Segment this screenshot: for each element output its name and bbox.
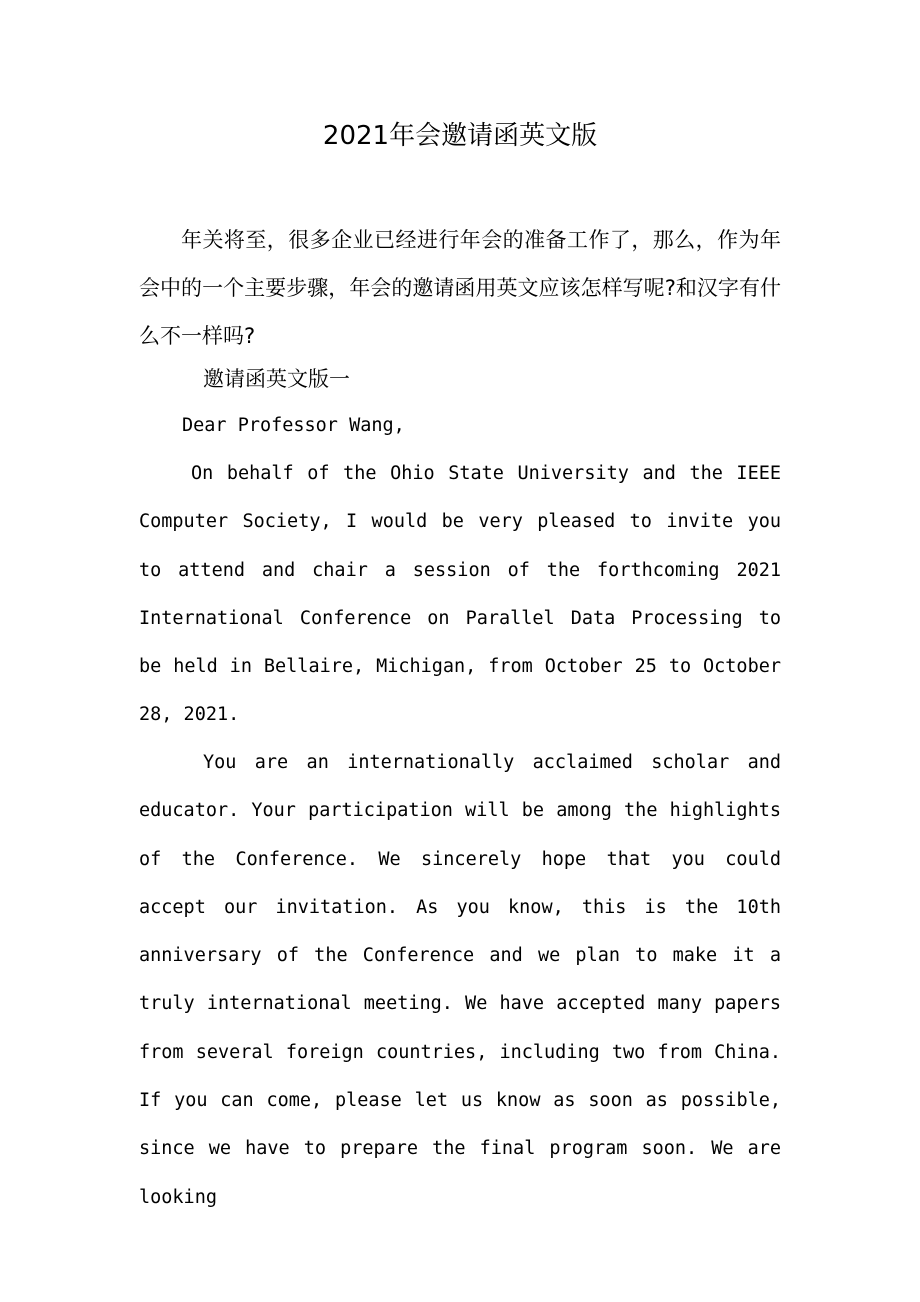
body-paragraph-2: You are an internationally acclaimed scholar and educator. Your participation will be among the highlights of the Conference. We sincerely hope that you could accept our invitation. As you know, this is the 10th anniversary of the Conference and we plan to make it a truly international meeting. We have accepted many papers from several foreign countries, including two from China. If you can come, please let us know as soon as possible, since we have to prepare the final program soon. We are looking bbox=[139, 752, 781, 1208]
document-title: 2021年会邀请函英文版 bbox=[322, 121, 598, 151]
salutation: Dear Professor Wang, bbox=[182, 415, 405, 436]
section-heading: 邀请函英文版一 bbox=[203, 367, 350, 391]
body-paragraph-1: On behalf of the Ohio State University and the IEEE Computer Society, I would be very pleased to invite you to attend and chair a session of the forthcoming 2021 International Conference on Parallel Data Processing to be held in Bellaire, Michigan, from October 25 to October 28, 2021. bbox=[139, 463, 781, 726]
intro-paragraph: 年关将至，很多企业已经进行年会的准备工作了，那么，作为年会中的一个主要步骤，年会的邀请函用英文应该怎样写呢?和汉字有什么不一样吗? bbox=[139, 228, 781, 348]
